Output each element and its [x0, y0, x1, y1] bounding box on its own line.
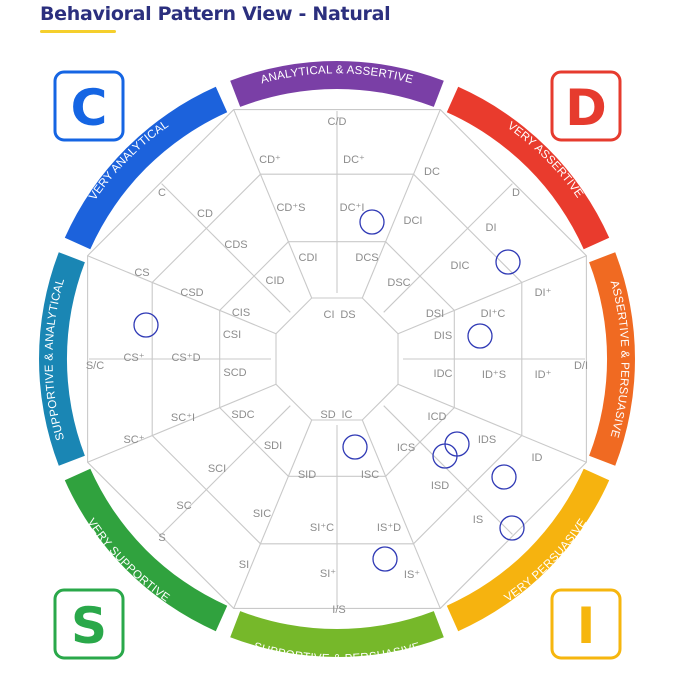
grid-ring-inner — [276, 298, 398, 420]
region-label-si: SI — [238, 558, 250, 571]
region-label-sdc: SDC — [231, 408, 255, 421]
region-label-si-plus: SI⁺ — [319, 567, 337, 580]
region-label-cd: CD — [197, 207, 213, 220]
region-label-is-plusd: IS⁺D — [376, 521, 402, 534]
region-label-sc-plusi: SC⁺I — [170, 411, 196, 424]
region-label-cdi: CDI — [298, 251, 318, 264]
region-label-scd: SCD — [223, 366, 247, 379]
region-label-sci: SCI — [207, 462, 227, 475]
grid-divider — [384, 406, 513, 535]
region-label-cid: CID — [265, 274, 285, 287]
corner-badge-i — [552, 590, 620, 658]
region-label-ics: ICS — [396, 441, 416, 454]
region-label-cs-plusd: CS⁺D — [171, 351, 201, 364]
region-label-s: S — [158, 531, 166, 544]
corner-badge-d — [552, 72, 620, 140]
region-label-ids: IDS — [477, 433, 497, 446]
band-label-verypersuasive: VERY PERSUASIVE — [502, 516, 590, 605]
region-label-dci: DCI — [403, 214, 423, 227]
region-label-id-plus: ID⁺ — [534, 368, 552, 381]
band-label-supportivepersuasive: SUPPORTIVE & PERSUASIVE — [252, 640, 422, 666]
region-label-dic: DIC — [450, 259, 470, 272]
region-label-cis: CIS — [231, 306, 251, 319]
corner-badge-c — [55, 72, 123, 140]
profile-marker-si-plusc — [373, 547, 397, 571]
region-label-d-i: D/I — [573, 359, 589, 372]
region-label-dc-plus: DC⁺ — [343, 153, 365, 166]
region-label-icd: ICD — [427, 410, 447, 423]
region-label-id-pluss: ID⁺S — [481, 368, 507, 381]
region-label-di-plus: DI⁺ — [534, 286, 552, 299]
region-label-d: D — [512, 186, 520, 199]
region-label-id: ID — [531, 451, 543, 464]
band-label-assertivepersuasive: ASSERTIVE & PERSUASIVE — [607, 279, 631, 440]
region-label-sd: SD — [320, 408, 336, 421]
region-label-cds: CDS — [224, 238, 248, 251]
region-label-csd: CSD — [180, 286, 204, 299]
region-label-dsi: DSI — [425, 307, 445, 320]
region-label-di: DI — [485, 221, 497, 234]
region-label-csi: CSI — [222, 328, 242, 341]
region-label-c-d: C/D — [327, 115, 347, 128]
grid-spoke — [398, 384, 586, 462]
profile-marker-di-plusc — [468, 324, 492, 348]
region-label-isc: ISC — [360, 468, 380, 481]
region-label-is-plus: IS⁺ — [403, 568, 421, 581]
region-label-is: IS — [472, 513, 484, 526]
behavioral-pattern-wheel — [0, 40, 673, 673]
corner-badge-s — [55, 590, 123, 658]
corner-letter-c: C — [70, 79, 108, 137]
band-label-supportiveanalytical: SUPPORTIVE & ANALYTICAL — [43, 276, 68, 442]
region-label-sic: SIC — [252, 507, 272, 520]
corner-letter-s: S — [70, 597, 108, 655]
band-label-veryanalytical: VERY ANALYTICAL — [87, 118, 172, 203]
grid-divider — [384, 184, 513, 313]
region-label-cs: CS — [134, 266, 150, 279]
region-label-isd: ISD — [430, 479, 450, 492]
region-label-cd-pluss: CD⁺S — [276, 201, 306, 214]
profile-marker-dc-plusi — [360, 210, 384, 234]
page-title: Behavioral Pattern View - Natural — [40, 3, 391, 25]
region-label-c: C — [158, 186, 166, 199]
profile-marker-id — [492, 465, 516, 489]
corner-letter-i: I — [576, 597, 596, 655]
region-label-si-plusc: SI⁺C — [309, 521, 335, 534]
region-label-dc-plusi: DC⁺I — [339, 201, 365, 214]
region-label-ci: CI — [323, 308, 335, 321]
grid-spoke — [398, 256, 586, 334]
region-label-i-s: I/S — [332, 603, 346, 616]
region-label-dc: DC — [424, 165, 440, 178]
region-label-dsc: DSC — [387, 276, 411, 289]
region-label-sid: SID — [297, 468, 317, 481]
band-label-veryassertive: VERY ASSERTIVE — [505, 120, 586, 201]
region-label-dcs: DCS — [355, 251, 379, 264]
region-label-sc: SC — [176, 499, 192, 512]
region-label-di-plusc: DI⁺C — [480, 307, 506, 320]
title-underline — [40, 30, 116, 33]
region-label-cd-plus: CD⁺ — [259, 153, 281, 166]
region-label-sdi: SDI — [263, 439, 283, 452]
region-label-s-c: S/C — [85, 359, 105, 372]
profile-marker-ic — [343, 435, 367, 459]
region-label-ic: IC — [341, 408, 353, 421]
region-label-cs-plus: CS⁺ — [123, 351, 145, 364]
grid-spoke — [362, 110, 440, 298]
profile-marker-cs — [134, 313, 158, 337]
band-label-analyticalassertive: ANALYTICAL & ASSERTIVE — [259, 64, 415, 87]
profile-marker-di — [496, 250, 520, 274]
corner-letter-d: D — [565, 79, 607, 137]
region-label-idc: IDC — [433, 367, 453, 380]
region-label-dis: DIS — [433, 329, 453, 342]
band-label-verysupportive: VERY SUPPORTIVE — [84, 516, 172, 605]
region-label-ds: DS — [340, 308, 356, 321]
region-label-sc-plus: SC⁺ — [123, 433, 145, 446]
